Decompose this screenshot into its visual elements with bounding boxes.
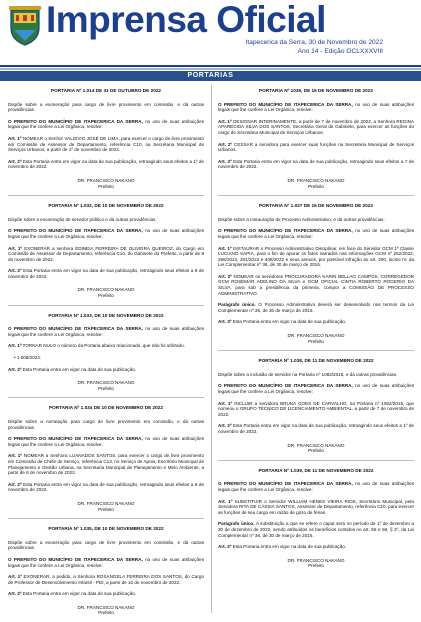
paragraph-lead: O PREFEITO DO MUNICÍPIO DE ITAPECERICA DA SERRA,	[8, 326, 143, 332]
portaria-paragraph: Art. 2º CESSAR a servidora para exercer suas funções na Secretaria Municipal de Serviços Urbanos.	[218, 141, 415, 153]
portaria-title: PORTARIA Nº 1.039, DE 11 DE NOVEMBRO DE 2022	[258, 467, 374, 473]
portaria-block	[218, 88, 414, 189]
portaria-block	[8, 305, 204, 392]
portaria-paragraph: Art. 1º INSTAURAR o Processo Administrativo Disciplinar, em face do Servidor GCM 1ª Classe LUCIANO SAPIA, para o fim de apurar os fatos narrados nas informações GCM nº 252/2022, 286/2022, 301/2022 e 408/2022 e seus anexos, por possível infração ao art. 200, inciso IV, da Lei Complementar nº 36, de 30 de março de 2016.	[218, 245, 414, 268]
portaria-paragraph: Art. 1º TORNAR NULO o número da Portaria abaixo relacionado, que não foi utilizado.	[8, 343, 185, 349]
portaria-paragraph: Art. 1º EXONERAR, a pedido, a Senhora ROSANGELA FERREIRA DOS SANTOS, do Cargo de Professor de Desenvolvimento Infantil - PDI, a partir de 10 de novembro de 2022.	[8, 574, 204, 585]
signature-role: Prefeito	[98, 385, 114, 391]
signature-role: Prefeito	[308, 183, 324, 189]
signature-name: DR. FRANCISCO NAKANO	[77, 604, 135, 610]
portaria-paragraph: Art. 1º DESIGNAR INTERINAMENTE, a partir de 7 de novembro de 2022, a Senhora REGINA APARECIDA SILVA DOS SANTOS, Secretária Geral de Gabinete, para exercer as funções do cargo de Secretária Municipal de Serviços Urbanos.	[218, 118, 414, 135]
signature	[218, 178, 414, 189]
portaria-paragraph: Art. 2º Esta Portaria entra em vigor na data de sua publicação, retroagindo seus efeitos a 8 de novembro de 2022.	[8, 268, 205, 279]
signature-name: DR. FRANCISCO NAKANO	[287, 442, 345, 448]
signature-name: DR. FRANCISCO NAKANO	[77, 287, 135, 293]
signature-role: Prefeito	[98, 610, 114, 616]
paragraph-lead: Art. 1º	[8, 574, 22, 580]
edition: Ano 14 - Edição OCLXXXVIII	[297, 48, 383, 55]
paragraph-lead: O PREFEITO DO MUNICÍPIO DE ITAPECERICA DA SERRA,	[218, 481, 353, 487]
paragraph-lead: Art. 2º	[8, 366, 22, 372]
paragraph-lead: Art. 2º	[218, 544, 232, 550]
portaria-paragraph: Dispõe sobre a exoneração para cargo de livre provimento em comissão, e dá outras providências.	[8, 539, 204, 551]
portaria-paragraph: Art. 2º Esta Portaria entra em vigor na data de sua publicação.	[218, 544, 347, 550]
signature	[218, 443, 414, 454]
portaria-paragraph: Art. 2º NOMEAR os servidores PROCURADORA KARIN BELLAO CAMPOS, CORREGEDOR GCM ROSEMAR ADELINO DA SILVA e GCM OFICIAL CINTIA ROBERTO ROGERIO DA SILVA, para sob a presidência da primeira, compor a COMISSÃO DE PROCESSO ADMINISTRATIVO.	[218, 273, 414, 296]
signature-name: DR. FRANCISCO NAKANO	[287, 177, 345, 183]
portaria-paragraph: Parágrafo único. A substituição a que se refere o caput será no período de 1º de dezembro a 30 de dezembro de 2022, sendo atribuídos os benefícios contidos no art. 55 e 56, § 2º, da Lei Complementar nº 36, de 30 de março de 2016.	[218, 521, 414, 538]
section-title: PORTARIAS	[0, 71, 421, 81]
portaria-paragraph: Art. 3º Esta Portaria entra em vigor na data de sua publicação, retroagindo seus efeitos a 7 de novembro de 2022.	[218, 158, 415, 170]
portaria-paragraph: Dispõe sobre a inclusão de servidor na Portaria nº 1082/2015, e dá outras providências.	[218, 371, 398, 377]
paragraph-lead: Art. 1º	[218, 400, 233, 406]
portaria-paragraph: O PREFEITO DO MUNICÍPIO DE ITAPECERICA DA SERRA, no uso de suas atribuições legais que lhe confere a Lei Orgânica, resolve:	[218, 383, 414, 394]
paragraph-lead: Art. 2º	[8, 591, 22, 597]
paragraph-lead: O PREFEITO DO MUNICÍPIO DE ITAPECERICA DA SERRA,	[218, 228, 353, 234]
portaria-title: PORTARIA Nº 1.037 DE 16 DE NOVEMBRO DE 2022	[259, 203, 373, 209]
paragraph-lead: O PREFEITO DO MUNICÍPIO DE ITAPECERICA DA SERRA,	[8, 556, 143, 562]
portaria-paragraph: O PREFEITO DO MUNICÍPIO DE ITAPECERICA DA SERRA, no uso de suas atribuições legais que lhe confere a Lei Orgânica, resolve:	[8, 556, 204, 568]
portaria-block	[8, 88, 204, 189]
paragraph-lead: O PREFEITO DO MUNICÍPIO DE ITAPECERICA DA SERRA,	[8, 228, 143, 234]
portaria-paragraph: Art. 2º Esta Portaria entra em vigor na data de sua publicação.	[8, 591, 137, 597]
signature	[8, 605, 204, 616]
paragraph-lead: Art. 1º	[8, 245, 23, 251]
publication-title: Imprensa Oficial	[46, 0, 326, 40]
right-column	[218, 85, 414, 575]
city-coat-of-arms-icon	[8, 6, 42, 46]
portaria-paragraph: O PREFEITO DO MUNICÍPIO DE ITAPECERICA DA SERRA, no uso de suas atribuições legais que lhe confere a Lei Orgânica, resolve:	[218, 101, 414, 113]
portaria-paragraph: Art. 1º EXONERAR a senhora EDINEIA FERREIRA DE OLIVEIRA QUEIROZ, do Cargo em Comissão de Assessor de Departamento, referência C10, do Gabinete do Prefeito, a partir de 8 de novembro de 2022.	[8, 245, 204, 262]
signature-role: Prefeito	[98, 293, 114, 299]
paragraph-lead: Art. 1º	[8, 343, 22, 349]
paragraph-lead: Art. 2º	[8, 268, 22, 274]
paragraph-lead: Art. 2º	[8, 158, 22, 164]
portaria-block	[8, 195, 204, 299]
signature	[218, 333, 414, 344]
paragraph-lead: Parágrafo único.	[218, 302, 256, 308]
signature-role: Prefeito	[98, 183, 114, 189]
portaria-title: PORTARIA Nº 1036, DE 16 DE NOVEMBRO DE 2022	[259, 88, 373, 93]
signature-role: Prefeito	[308, 338, 324, 344]
portaria-paragraph: Art. 2º Esta Portaria entra em vigor na data de sua publicação, retroagindo seus efeitos a 1º de novembro de 2022.	[8, 158, 204, 170]
portaria-paragraph: O PREFEITO DO MUNICÍPIO DE ITAPECERICA DA SERRA, no uso de suas atribuições legais que lhe confere a Lei Orgânica, resolve:	[8, 118, 204, 130]
portaria-block	[8, 397, 204, 512]
paragraph-lead: O PREFEITO DO MUNICÍPIO DE ITAPECERICA DA SERRA,	[218, 101, 353, 107]
signature	[8, 380, 204, 391]
portaria-title: PORTARIA Nº 1.014 DE 31 DE OUTUBRO DE 2022	[50, 88, 162, 93]
publication-info	[246, 38, 383, 56]
portaria-paragraph: Art. 1º SUBSTITUIR o Servidor WILLIAM HENES VIEIRA RIOS, Secretário Municipal, pela Servidora RITA DE CÁSSIA SANTOS, Assessor de Departamento, referência C10, para exercer as funções de seu cargo em razão de gozo de férias.	[218, 498, 414, 515]
portaria-paragraph: O PREFEITO DO MUNICÍPIO DE ITAPECERICA DA SERRA, no uso de suas atribuições legais que lhe confere a Lei Orgânica, resolve:	[8, 436, 204, 447]
portaria-paragraph: Art. 2º Esta Portaria entra em vigor na data de sua publicação.	[8, 366, 137, 372]
portaria-title: PORTARIA Nº 1.038, DE 11 DE NOVEMBRO DE 2022	[258, 358, 374, 364]
portaria-paragraph: Parágrafo único. O Processo Administrativo deverá ser desenvolvido nos termos da Lei Complementar nº 36, de 30 de março de 2016.	[218, 302, 414, 313]
left-column	[8, 85, 204, 622]
portaria-paragraph: Art. 1º INCLUIR a servidora BRUNA GOES DE CARVALHO, na Portaria nº 1082/2015, que nomeou o GRUPO TÉCNICO DE LICENCIAMENTO AMBIENTAL, a partir de 7 de novembro de 2022.	[218, 400, 414, 417]
signature-name: DR. FRANCISCO NAKANO	[287, 333, 345, 339]
portaria-bullet-item: • 1.008/2022.	[14, 355, 42, 361]
header-rule-light	[0, 68, 421, 70]
signature-role: Prefeito	[308, 563, 324, 569]
paragraph-lead: Parágrafo único.	[218, 521, 255, 527]
signature	[8, 287, 204, 298]
portaria-paragraph: Art. 1º NOMEAR o Senhor VALDIVIO JOSÉ DE LIMA, para exercer o cargo de livre provimento em Comissão de Assessor de Departamento, referência C10, na Secretaria Municipal de Serviços Urbanos, a partir de 1º de novembro de 2022.	[8, 135, 204, 153]
signature-name: DR. FRANCISCO NAKANO	[77, 500, 135, 506]
portaria-paragraph: Dispõe sobre a exoneração para cargo de livre provimento em comissão, e dá outras providências.	[8, 101, 204, 113]
portaria-block	[218, 350, 414, 454]
portaria-block	[218, 195, 414, 344]
paragraph-lead: Art. 1º	[218, 498, 233, 504]
portaria-paragraph: Art. 2º Esta Portaria entra em vigor na data de sua publicação, retroagindo seus efeitos a 1º de novembro de 2022.	[218, 423, 414, 434]
signature	[8, 178, 204, 189]
portaria-block	[218, 460, 414, 569]
signature-name: DR. FRANCISCO NAKANO	[77, 177, 135, 183]
paragraph-lead: Art. 3º	[218, 158, 232, 164]
paragraph-lead: Art. 2º	[218, 423, 232, 429]
portaria-paragraph: Art. 1º NOMEAR a Senhora LUANADOS SANTOS, para exercer o cargo de livre provimento em Comissão de Chefe de Serviço, referência C13, no Serviço de Apoio, Escritório Municipal de Planejamento e Gestão Urbana, na Secretaria Municipal de Planejamento e Meio Ambiente, a partir de 8 de novembro de 2022.	[8, 453, 204, 476]
portaria-block	[8, 518, 204, 616]
portaria-title: PORTARIA Nº 1.033, DE 10 DE NOVEMBRO DE 2022	[48, 312, 164, 318]
portaria-title: PORTARIA Nº 1.035, DE 10 DE NOVEMBRO DE 2022	[48, 526, 164, 532]
paragraph-lead: O PREFEITO DO MUNICÍPIO DE ITAPECERICA DA SERRA,	[8, 118, 143, 124]
column-divider	[211, 85, 212, 613]
masthead	[0, 0, 421, 72]
paragraph-lead: Art. 1º	[218, 118, 232, 124]
paragraph-lead: Art. 1º	[8, 453, 22, 459]
paragraph-lead: O PREFEITO DO MUNICÍPIO DE ITAPECERICA DA SERRA,	[8, 436, 143, 442]
portaria-paragraph: O PREFEITO DO MUNICÍPIO DE ITAPECERICA DA SERRA, no uso de suas atribuições legais que lhe confere a Lei Orgânica, resolve:	[218, 481, 414, 492]
paragraph-lead: Art. 1º	[218, 245, 232, 251]
signature-role: Prefeito	[98, 506, 114, 512]
signature-name: DR. FRANCISCO NAKANO	[77, 380, 135, 386]
signature	[218, 558, 414, 569]
signature-role: Prefeito	[308, 448, 324, 454]
portaria-paragraph: Dispõe sobre a exoneração de servidor público e dá outras providências.	[8, 216, 157, 222]
portaria-paragraph: Dispõe sobre a nomeação para cargo de livre provimento em comissão, e dá outras providências.	[8, 419, 204, 430]
paragraph-lead: Art. 2º	[218, 141, 233, 147]
header-rule	[0, 65, 421, 67]
portaria-paragraph: Dispõe sobre a Instauração de Processo Administrativo, e dá outras providências.	[218, 216, 385, 222]
portaria-paragraph: Art. 2º Esta Portaria entra em vigor na data de sua publicação, retroagindo seus efeitos a 8 de novembro de 2022.	[8, 481, 205, 493]
portaria-paragraph: O PREFEITO DO MUNICÍPIO DE ITAPECERICA DA SERRA, no uso de suas atribuições legais que lhe confere a Lei Orgânica, resolve:	[8, 326, 204, 337]
signature	[8, 501, 204, 512]
portaria-title: PORTARIA Nº 1.032, DE 10 DE NOVEMBRO DE 2022	[48, 203, 164, 209]
paragraph-lead: O PREFEITO DO MUNICÍPIO DE ITAPECERICA DA SERRA,	[218, 383, 353, 389]
paragraph-lead: Art. 2º	[218, 273, 232, 279]
portaria-paragraph: O PREFEITO DO MUNICÍPIO DE ITAPECERICA DA SERRA, no uso de suas atribuições legais que lhe confere a Lei Orgânica, resolve:	[218, 228, 414, 239]
signature-name: DR. FRANCISCO NAKANO	[287, 557, 345, 563]
paragraph-lead: Art. 3º	[218, 319, 232, 325]
portaria-title: PORTARIA Nº 1.034 DE 10 DE NOVEMBRO DE 2022	[49, 405, 163, 411]
portaria-paragraph: O PREFEITO DO MUNICÍPIO DE ITAPECERICA DA SERRA, no uso de suas atribuições legais que lhe confere a Lei Orgânica, resolve:	[8, 228, 204, 239]
city-date: Itapecerica da Serra, 30 de Novembro de 2022	[245, 39, 383, 46]
paragraph-lead: Art. 2º	[8, 481, 22, 487]
portaria-paragraph: Art. 3º Esta Portaria entra em vigor na data de sua publicação.	[218, 319, 347, 325]
paragraph-lead: Art. 1º	[8, 135, 22, 141]
